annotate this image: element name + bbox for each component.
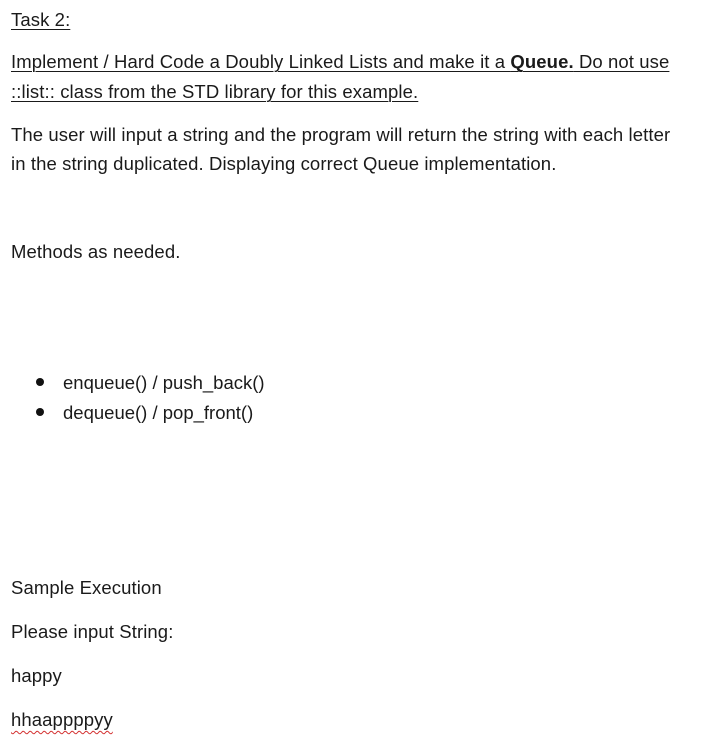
method-label: enqueue() / push_back() — [63, 372, 265, 393]
sample-output-text: hhaappppyy — [11, 709, 113, 730]
sample-heading: Sample Execution — [11, 577, 162, 598]
bullet-icon — [36, 408, 44, 416]
instruction-suffix: Do not use — [573, 51, 670, 72]
instruction-line-1 — [11, 47, 669, 76]
method-label: dequeue() / pop_front() — [63, 402, 254, 423]
description-line-1: The user will input a string and the program will return the string with each letter — [11, 124, 671, 145]
methods-label: Methods as needed. — [11, 241, 181, 262]
bullet-icon — [36, 378, 44, 386]
instruction-prefix: Implement / Hard Code a Doubly Linked Lists and make it a — [11, 51, 511, 72]
sample-output — [11, 705, 113, 734]
instruction-line-2: ::list:: class from the STD library for this example. — [11, 81, 419, 102]
instruction-queue-bold: Queue. — [510, 51, 574, 72]
task-heading: Task 2: — [11, 9, 71, 30]
method-list-item-enqueue — [36, 368, 265, 397]
sample-input: happy — [11, 665, 62, 686]
method-list-item-dequeue — [36, 398, 253, 427]
description-line-2: in the string duplicated. Displaying correct Queue implementation. — [11, 153, 557, 174]
sample-prompt: Please input String: — [11, 621, 174, 642]
